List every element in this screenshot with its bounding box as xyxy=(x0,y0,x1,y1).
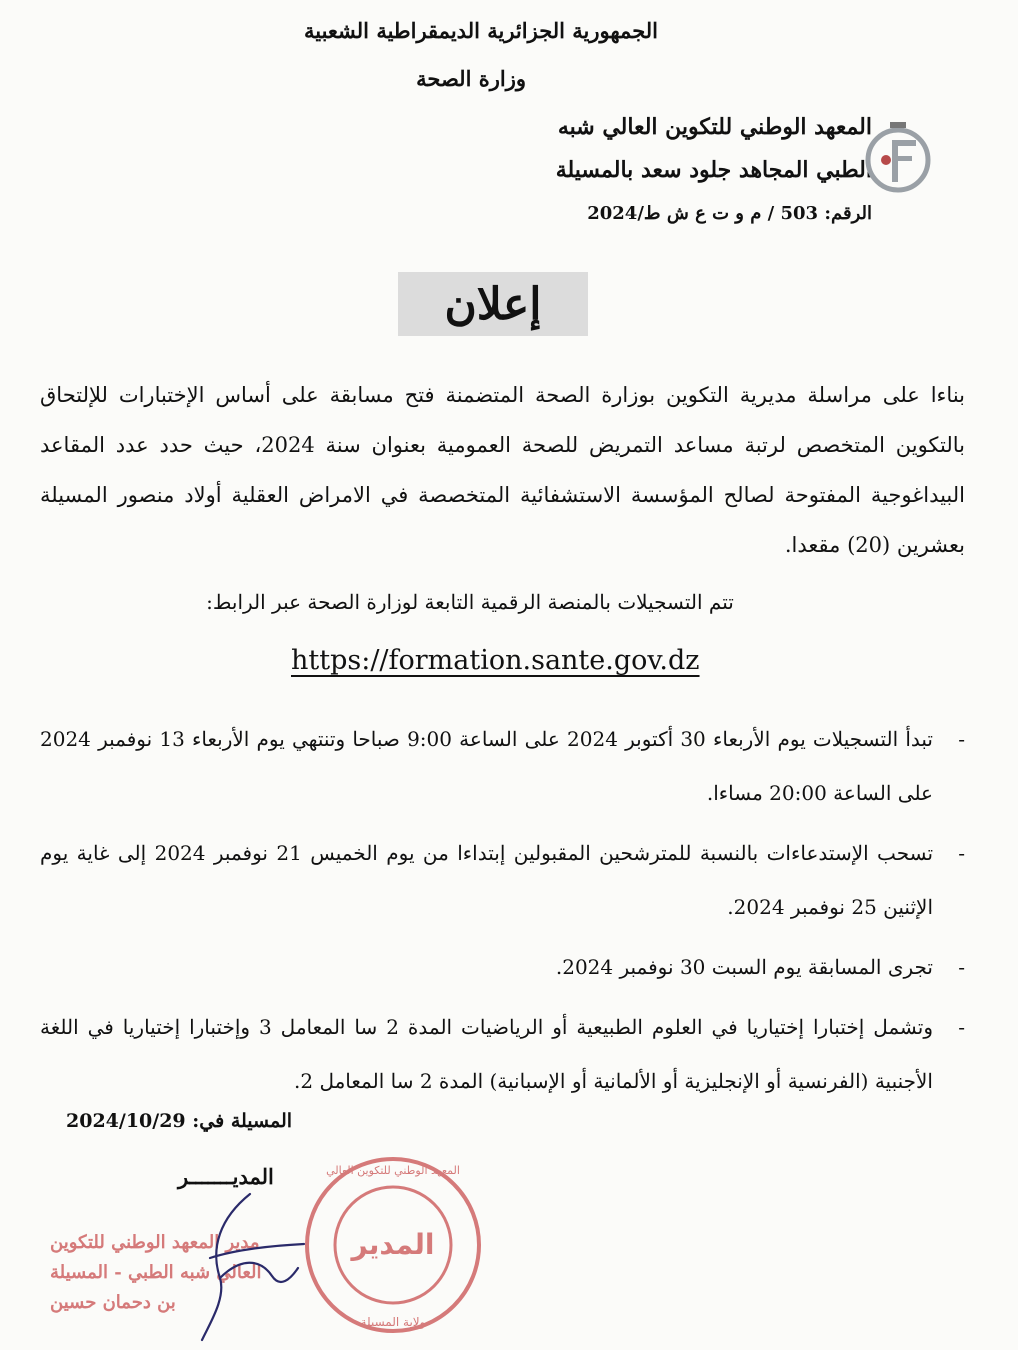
bullet-marker: - xyxy=(958,1015,965,1039)
director-title: المديـــــــر xyxy=(178,1164,274,1189)
announcement-title: إعلان xyxy=(398,272,588,336)
registration-link[interactable]: https://formation.sante.gov.dz xyxy=(291,645,700,676)
issue-date: 2024/10/29 xyxy=(66,1110,186,1132)
svg-text:ولاية المسيلة: ولاية المسيلة xyxy=(360,1315,426,1329)
director-signature xyxy=(180,1188,310,1348)
place-label: المسيلة في: xyxy=(192,1110,293,1132)
bullet-convocations xyxy=(40,826,965,934)
bullet-exam-date xyxy=(40,940,965,994)
announcement-bullets xyxy=(40,712,965,1114)
registration-instruction: تتم التسجيلات بالمنصة الرقمية التابعة لوزارة الصحة عبر الرابط: xyxy=(206,590,734,614)
announcement-paragraph: بناءا على مراسلة مديرية التكوين بوزارة الصحة المتضمنة فتح مسابقة على أساس الإختبارات للإلتحاق بالتكوين المتخصص لرتبة مساعد التمريض للصحة العمومية بعنوان سنة 2024، حيث حدد عدد المقاعد البيداغوجية المفتوحة لصالح المؤسسة الاستشفائية المتخصصة في الامراض العقلية أولاد منصور المسيلة بعشرين (20) مقعدا. xyxy=(40,383,965,557)
institution-name-line2: الطبي المجاهد جلود سعد بالمسيلة xyxy=(555,157,872,183)
bullet-text: تجرى المسابقة يوم السبت 30 نوفمبر 2024. xyxy=(555,955,933,979)
bullet-text: تبدأ التسجيلات يوم الأربعاء 30 أكتوبر 2024 على الساعة 9:00 صباحا وتنتهي يوم الأربعاء 13 نوفمبر 2024 على الساعة 20:00 مساءا. xyxy=(40,727,934,805)
stamp-line2: العالي شبه الطبي - المسيلة xyxy=(50,1262,262,1283)
bullet-registration-dates xyxy=(40,712,965,820)
bullet-text: وتشمل إختبارا إختياريا في العلوم الطبيعية أو الرياضيات المدة 2 سا المعامل 3 وإختبارا إختياريا في اللغة الأجنبية (الفرنسية أو الإنجليزية أو الألمانية أو الإسبانية) المدة 2 سا المعامل 2. xyxy=(40,1015,933,1093)
bullet-text: تسحب الإستدعاءات بالنسبة للمترشحين المقبولين إبتداءا من يوم الخميس 21 نوفمبر 2024 إلى غاية يوم الإثنين 25 نوفمبر 2024. xyxy=(40,841,934,919)
reference-number: الرقم: 503 / م و ت ع ش ط/2024 xyxy=(587,203,872,224)
bullet-marker: - xyxy=(958,841,965,865)
institution-logo xyxy=(858,116,936,200)
bullet-marker: - xyxy=(958,955,965,979)
svg-text:المعهد الوطني للتكوين العالي: المعهد الوطني للتكوين العالي xyxy=(326,1164,460,1177)
ministry-header: وزارة الصحة xyxy=(416,66,526,91)
stamp-line1: مدير المعهد الوطني للتكوين xyxy=(50,1232,260,1253)
stamp-line3: بن دحمان حسين xyxy=(50,1292,176,1313)
bullet-exam-content xyxy=(40,1000,965,1108)
institution-name-line1: المعهد الوطني للتكوين العالي شبه xyxy=(557,114,872,140)
round-official-stamp xyxy=(298,1150,488,1340)
svg-text:المدير: المدير xyxy=(351,1228,435,1261)
country-header: الجمهورية الجزائرية الديمقراطية الشعبية xyxy=(303,18,658,43)
bullet-marker: - xyxy=(958,727,965,751)
place-and-date xyxy=(66,1110,292,1132)
